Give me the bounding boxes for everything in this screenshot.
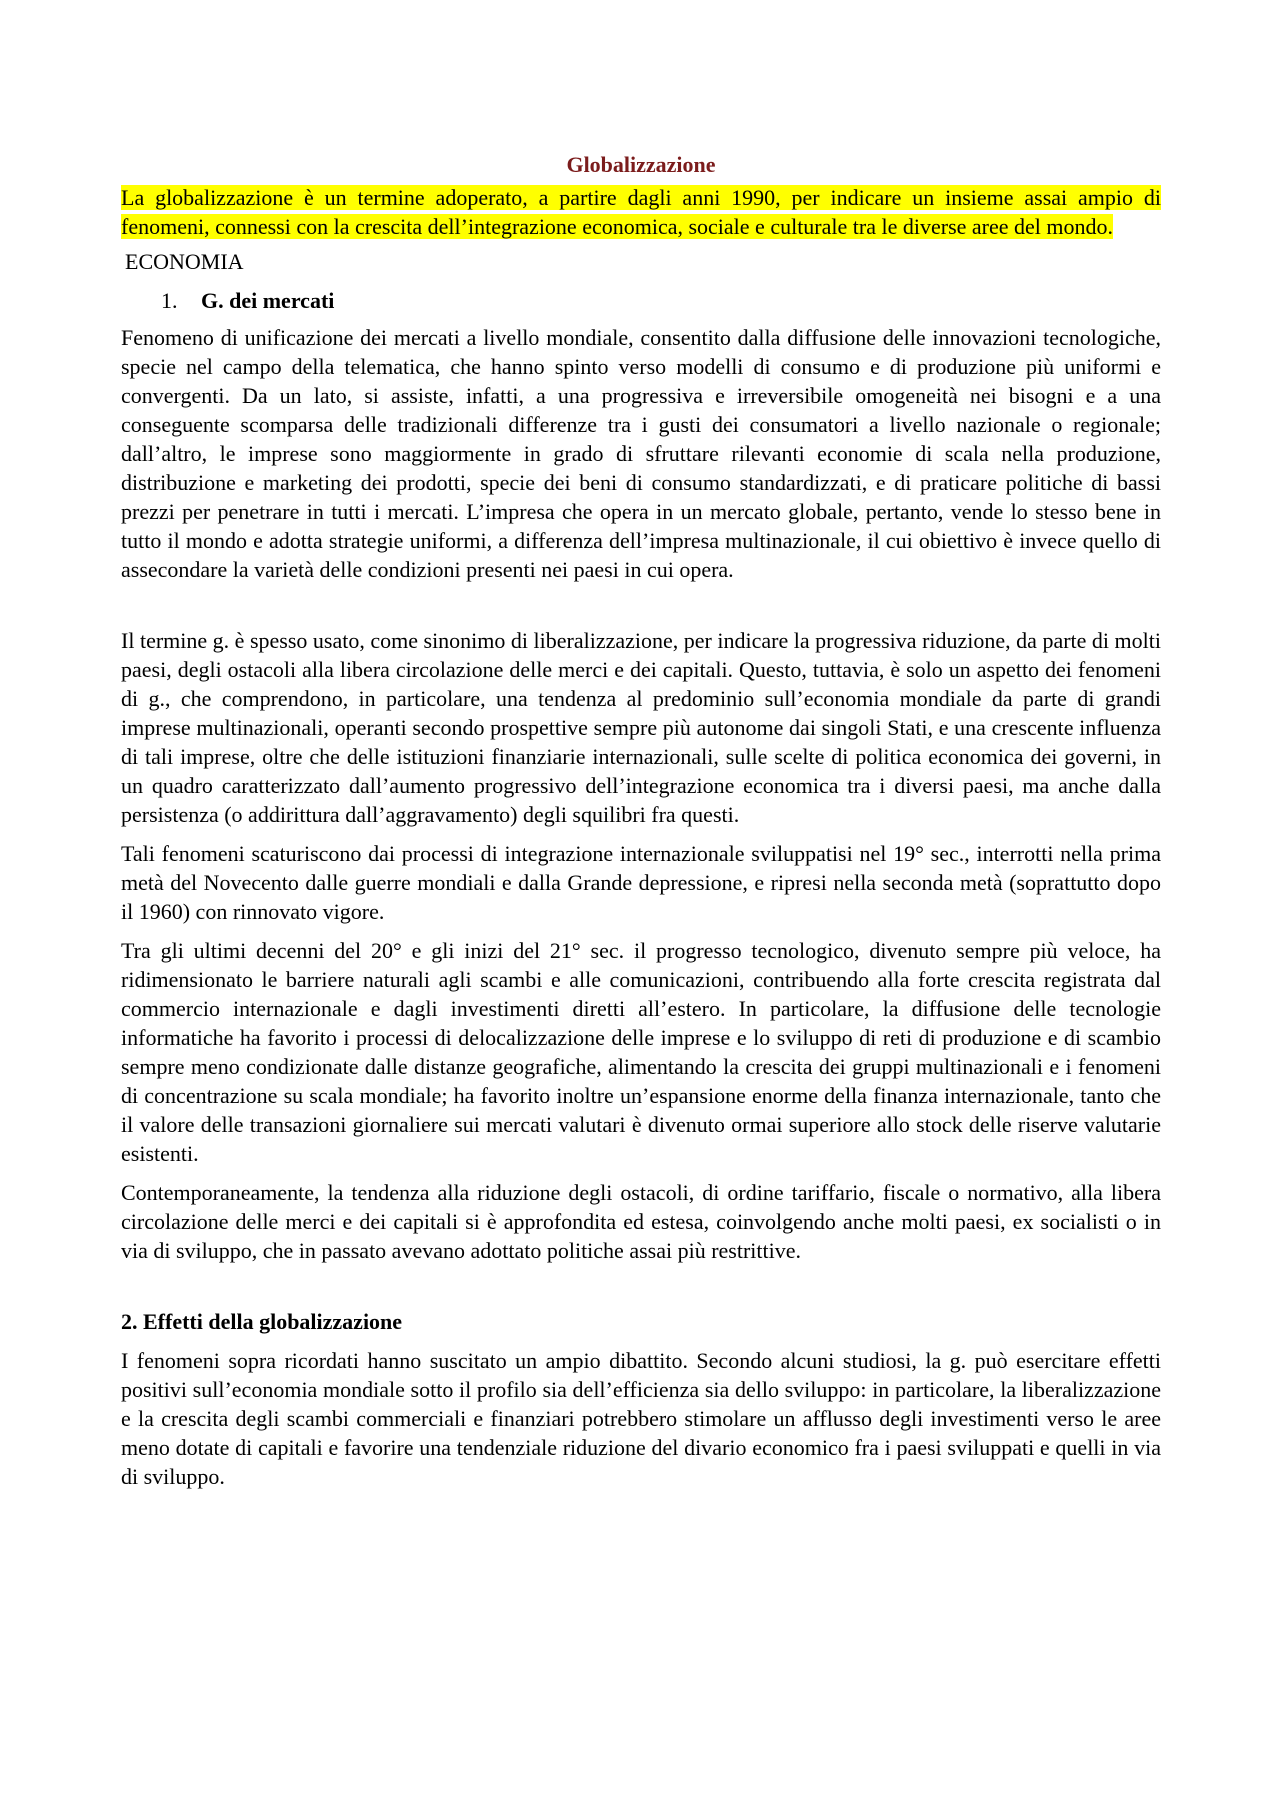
heading-number: 1. — [161, 288, 178, 313]
intro-highlighted-text: La globalizzazione è un termine adoperato, a partire dagli anni 1990, per indicare un insieme assai ampio di fenomeni, connessi con la crescita dell’integrazione economica, sociale e culturale tra le diverse aree del mondo. — [121, 185, 1161, 239]
body-paragraph: I fenomeni sopra ricordati hanno suscitato un ampio dibattito. Secondo alcuni studiosi, la g. può esercitare effetti positivi sull’economia mondiale sotto il profilo sia dell’efficienza sia dello sviluppo: in particolare, la liberalizzazione e la crescita degli scambi commerciali e finanziari potrebbero stimolare un afflusso degli investimenti verso le aree meno dotate di capitali e favorire una tendenziale riduzione del divario economico fra i paesi sviluppati e quelli in via di sviluppo. — [121, 1348, 1161, 1489]
heading-mercati — [161, 286, 1161, 315]
body-paragraph: Contemporaneamente, la tendenza alla riduzione degli ostacoli, di ordine tariffario, fiscale o normativo, alla libera circolazione delle merci e dei capitali si è approfondita ed estesa, coinvolgendo anche molti paesi, ex socialisti o in via di sviluppo, che in passato avevano adottato politiche assai più restrittive. — [121, 1180, 1161, 1263]
heading-text: G. dei mercati — [201, 288, 335, 313]
body-paragraph: Tra gli ultimi decenni del 20° e gli inizi del 21° sec. il progresso tecnologico, divenuto sempre più veloce, ha ridimensionato le barriere naturali agli scambi e alle comunicazioni, contribuendo alla forte crescita registrata dal commercio internazionale e dagli investimenti diretti all’estero. In particolare, la diffusione delle tecnologie informatiche ha favorito i processi di delocalizzazione delle imprese e lo sviluppo di reti di produzione e di scambio sempre meno condizionate dalle distanze geografiche, alimentando la crescita dei gruppi multinazionali e i fenomeni di concentrazione su scala mondiale; ha favorito inoltre un’espansione enorme della finanza internazionale, tanto che il valore delle transazioni giornaliere sui mercati valutari è divenuto ormai superiore allo stock delle riserve valutarie esistenti. — [121, 938, 1161, 1166]
document-page — [121, 150, 1161, 1491]
section-label-economia: ECONOMIA — [125, 249, 244, 274]
document-title: Globalizzazione — [566, 152, 716, 177]
body-paragraph: Fenomeno di unificazione dei mercati a livello mondiale, consentito dalla diffusione delle innovazioni tecnologiche, specie nel campo della telematica, che hanno spinto verso modelli di consumo e di produzione più uniformi e convergenti. Da un lato, si assiste, infatti, a una progressiva e irreversibile omogeneità nei bisogni e a una conseguente scomparsa delle tradizionali differenze tra i gusti dei consumatori a livello nazionale o regionale; dall’altro, le imprese sono maggiormente in grado di sfruttare rilevanti economie di scala nella produzione, distribuzione e marketing dei prodotti, specie dei beni di consumo standardizzati, e di praticare politiche di bassi prezzi per penetrare in tutti i mercati. L’impresa che opera in un mercato globale, pertanto, vende lo stesso bene in tutto il mondo e adotta strategie uniformi, a differenza dell’impresa multinazionale, il cui obiettivo è invece quello di assecondare la varietà delle condizioni presenti nei paesi in cui opera. — [121, 325, 1161, 582]
heading-effetti: 2. Effetti della globalizzazione — [121, 1309, 403, 1334]
body-paragraph: Tali fenomeni scaturiscono dai processi di integrazione internazionale sviluppatisi nel 19° sec., interrotti nella prima metà del Novecento dalle guerre mondiali e dalla Grande depressione, e ripresi nella seconda metà (soprattutto dopo il 1960) con rinnovato vigore. — [121, 841, 1161, 924]
body-paragraph: Il termine g. è spesso usato, come sinonimo di liberalizzazione, per indicare la progressiva riduzione, da parte di molti paesi, degli ostacoli alla libera circolazione delle merci e dei capitali. Questo, tuttavia, è solo un aspetto dei fenomeni di g., che comprendono, in particolare, una tendenza al predominio sull’economia mondiale da parte di grandi imprese multinazionali, operanti secondo prospettive sempre più autonome dai singoli Stati, e una crescente influenza di tali imprese, oltre che delle istituzioni finanziarie internazionali, sulle scelte di politica economica dei governi, in un quadro caratterizzato dall’aumento progressivo dell’integrazione economica tra i diversi paesi, ma anche dalla persistenza (o addirittura dall’aggravamento) degli squilibri fra questi. — [121, 628, 1161, 827]
intro-paragraph — [121, 183, 1161, 241]
